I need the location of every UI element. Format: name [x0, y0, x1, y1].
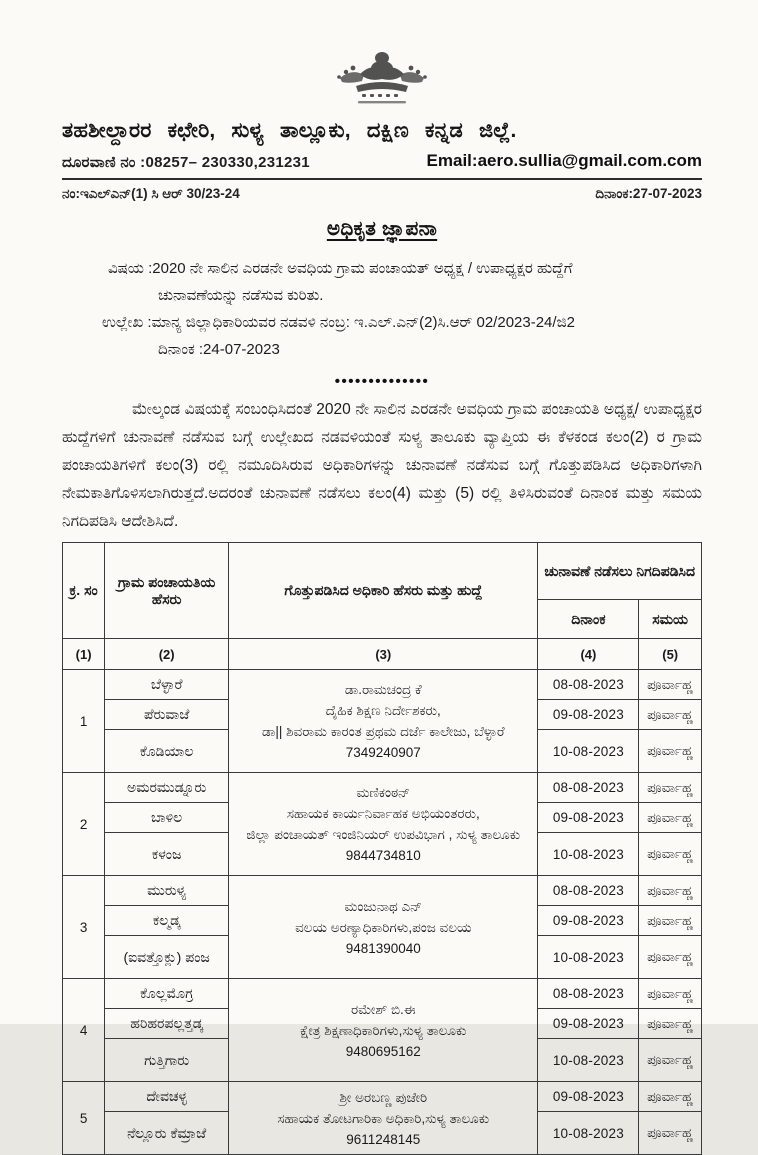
cell-slno: 1: [63, 670, 105, 773]
cell-election-date: 09-08-2023: [538, 906, 639, 936]
phone-number: ದೂರವಾಣಿ ನಂ :08257– 230330,231231: [62, 154, 310, 171]
cell-officer-details: [229, 876, 538, 979]
officer-detail-line: ಸಹಾಯಕ ತೋಟಗಾರಿಕಾ ಅಧಿಕಾರಿ,ಸುಳ್ಯ ತಾಲೂಕು: [277, 1110, 490, 1126]
email-address: Email:aero.sullia@gmail.com.com: [426, 151, 702, 170]
cell-election-time: ಪೂರ್ವಾಹ್ಣ: [639, 773, 702, 803]
cell-election-time: ಪೂರ್ವಾಹ್ಣ: [639, 1112, 702, 1155]
cell-panchayat-name: ಮುರುಳ್ಯ: [105, 876, 229, 906]
office-title: ತಹಶೀಲ್ದಾರರ ಕಛೇರಿ, ಸುಳ್ಯ ತಾಲ್ಲೂಕು, ದಕ್ಷಿಣ ಕನ್ನಡ ಜಿಲ್ಲೆ.: [62, 119, 517, 142]
col-number-1: (1): [63, 639, 105, 670]
table-row: [63, 979, 702, 1009]
cell-panchayat-name: ಬೆಳ್ಳಾರೆ: [105, 670, 229, 700]
officer-detail-line: ಡಾ.ರಾಮಚಂದ್ರ ಕೆ: [344, 682, 422, 697]
contact-row: [62, 151, 702, 171]
header-officer: ಗೊತ್ತುಪಡಿಸಿದ ಅಧಿಕಾರಿ ಹೆಸರು ಮತ್ತು ಹುದ್ದೆ: [229, 543, 538, 639]
cell-slno: 5: [63, 1082, 105, 1155]
subject-line-2: ಚುನಾವಣೆಯನ್ನು ನಡೆಸುವ ಕುರಿತು.: [158, 287, 324, 304]
header-divider: [62, 178, 702, 180]
cell-slno: 3: [63, 876, 105, 979]
officer-detail-line: ಜಿಲ್ಲಾ ಪಂಚಾಯತ್ ಇಂಜಿನಿಯರ್ ಉಪವಿಭಾಗ , ಸುಳ್ಯ ತಾಲೂಕು: [246, 827, 521, 842]
table-row: [63, 773, 702, 803]
subject-block: [62, 255, 702, 363]
table-row: [63, 876, 702, 906]
cell-election-time: ಪೂರ್ವಾಹ್ಣ: [639, 1082, 702, 1112]
cell-election-time: ಪೂರ್ವಾಹ್ಣ: [639, 1039, 702, 1082]
cell-election-date: 10-08-2023: [538, 730, 639, 773]
officer-detail-line: ಡಾ|| ಶಿವರಾಮ ಕಾರಂತ ಪ್ರಥಮ ದರ್ಜೆ ಕಾಲೇಜು, ಬೆಳ್ಳಾರೆ: [262, 724, 505, 739]
reference-row: [62, 186, 702, 202]
officer-detail-line: ಕ್ಷೇತ್ರ ಶಿಕ್ಷಣಾಧಿಕಾರಿಗಳು,ಸುಳ್ಯ ತಾಲೂಕು: [300, 1022, 467, 1038]
officer-detail-line: 9481390040: [345, 940, 421, 956]
cell-election-time: ಪೂರ್ವಾಹ್ಣ: [639, 700, 702, 730]
officer-detail-line: 9480695162: [345, 1043, 421, 1059]
header-time: ಸಮಯ: [639, 600, 702, 639]
cell-election-time: ಪೂರ್ವಾಹ್ಣ: [639, 936, 702, 979]
cell-election-time: ಪೂರ್ವಾಹ್ಣ: [639, 979, 702, 1009]
officer-detail-line: ರಮೇಶ್ ಬಿ.ಈ: [351, 1001, 416, 1017]
cell-election-time: ಪೂರ್ವಾಹ್ಣ: [639, 833, 702, 876]
officer-detail-line: ಸಹಾಯಕ ಕಾರ್ಯನಿರ್ವಾಹಕ ಅಭಿಯಂತರರು,: [286, 806, 480, 821]
officer-detail-line: ವಲಯ ಅರಣ್ಯಾಧಿಕಾರಿಗಳು,ಪಂಜ ವಲಯ: [295, 919, 472, 935]
table-row: [63, 670, 702, 700]
subject-line-1: ವಿಷಯ :2020 ನೇ ಸಾಲಿನ ಎರಡನೇ ಅವಧಿಯ ಗ್ರಾಮ ಪಂಚಾಯತ್ ಅಧ್ಯಕ್ಷ / ಉಪಾಧ್ಯಕ್ಷರ ಹುದ್ದೆಗೆ: [108, 260, 573, 277]
emblem-container: [62, 48, 702, 115]
cell-election-time: ಪೂರ್ವಾಹ್ಣ: [639, 876, 702, 906]
cell-officer-details: [229, 1082, 538, 1155]
cell-panchayat-name: ಅಮರಮುಡ್ನೂರು: [105, 773, 229, 803]
cell-panchayat-name: ಬಾಳಿಲ: [105, 803, 229, 833]
cell-election-date: 08-08-2023: [538, 670, 639, 700]
col-number-2: (2): [105, 639, 229, 670]
officer-detail-line: 9844734810: [345, 848, 421, 863]
col-number-3: (3): [229, 639, 538, 670]
officer-detail-line: ಮಣಿಕಂಠನ್: [356, 785, 410, 800]
cell-panchayat-name: ದೇವಚಳ್ಳ: [105, 1082, 229, 1112]
dotted-separator: ••••••••••••••: [334, 373, 430, 390]
reference-date: ದಿನಾಂಕ :24-07-2023: [158, 341, 280, 358]
header-panchayat: ಗ್ರಾಮ ಪಂಚಾಯತಿಯ ಹೆಸರು: [105, 543, 229, 639]
cell-panchayat-name: ನೆಲ್ಲೂರು ಕೆಮ್ರಾಜೆ: [105, 1112, 229, 1155]
reference-line: ಉಲ್ಲೇಖ :ಮಾನ್ಯ ಜಿಲ್ಲಾಧಿಕಾರಿಯವರ ನಡವಳಿ ನಂಬ್ರ: ಇ.ಎಲ್.ಎನ್(2)ಸಿ.ಆರ್ 02/2023-24/ಜಿ2: [102, 314, 575, 331]
cell-election-time: ಪೂರ್ವಾಹ್ಣ: [639, 1009, 702, 1039]
cell-election-date: 09-08-2023: [538, 700, 639, 730]
body-paragraph: ಮೇಲ್ಕಂಡ ವಿಷಯಕ್ಕೆ ಸಂಬಂಧಿಸಿದಂತೆ 2020 ನೇ ಸಾಲಿನ ಎರಡನೇ ಅವಧಿಯ ಗ್ರಾಮ ಪಂಚಾಯತಿ ಅಧ್ಯಕ್ಷ/ ಉಪಾಧ್ಯಕ್ಷರ ಹುದ್ದೆಗಳಿಗೆ ಚುನಾವಣೆ ನಡೆಸುವ ಬಗ್ಗೆ ಉಲ್ಲೇಖದ ನಡವಳಿಯಂತೆ ಸುಳ್ಯ ತಾಲೂಕು ವ್ಯಾಪ್ತಿಯ ಈ ಕೆಳಕಂಡ ಕಲಂ(2) ರ ಗ್ರಾಮ ಪಂಚಾಯತಿಗಳಿಗೆ ಕಲಂ(3) ರಲ್ಲಿ ನಮೂದಿಸಿರುವ ಅಧಿಕಾರಿಗಳನ್ನು ಚುನಾವಣೆ ನಡೆಸುವ ಬಗ್ಗೆ ಗೊತ್ತುಪಡಿಸಿದ ಅಧಿಕಾರಿಗಳಾಗಿ ನೇಮಕಾತಿಗೊಳಿಸಲಾಗಿರುತ್ತದೆ.ಅದರಂತೆ ಚುನಾವಣೆ ನಡೆಸಲು ಕಲಂ(4) ಮತ್ತು (5) ರಲ್ಲಿ ತಿಳಿಸಿರುವಂತೆ ದಿನಾಂಕ ಮತ್ತು ಸಮಯ ನಿಗದಿಪಡಿಸಿ ಆದೇಶಿಸಿದೆ.: [62, 401, 702, 530]
cell-panchayat-name: ಕೊಲ್ಲಮೊಗ್ರ: [105, 979, 229, 1009]
col-number-4: (4): [538, 639, 639, 670]
cell-election-date: 10-08-2023: [538, 936, 639, 979]
cell-election-time: ಪೂರ್ವಾಹ್ಣ: [639, 730, 702, 773]
officer-detail-line: ದೈಹಿಕ ಶಿಕ್ಷಣ ನಿರ್ದೇಶಕರು,: [325, 703, 441, 718]
header-election-fixed: ಚುನಾವಣೆ ನಡೆಸಲು ನಿಗದಿಪಡಿಸಿದ: [538, 543, 702, 600]
header-slno: ಕ್ರ. ಸಂ: [63, 543, 105, 639]
column-number-row: [63, 639, 702, 670]
document-title: ಅಧಿಕೃತ ಜ್ಞಾಪನಾ: [326, 218, 438, 240]
officer-detail-line: 9611248145: [346, 1131, 421, 1147]
cell-election-date: 08-08-2023: [538, 773, 639, 803]
cell-panchayat-name: ಕಲ್ಮಡ್ಕ: [105, 906, 229, 936]
cell-slno: 2: [63, 773, 105, 876]
cell-election-date: 09-08-2023: [538, 1082, 639, 1112]
cell-election-date: 10-08-2023: [538, 1039, 639, 1082]
cell-election-date: 08-08-2023: [538, 876, 639, 906]
file-reference-number: ನಂ:ಇಎಲ್ಎನ್(1) ಸಿ ಆರ್ 30/23-24: [62, 186, 240, 201]
election-officers-table: [62, 542, 702, 1155]
cell-panchayat-name: ಹರಿಹರಪಲ್ಲತ್ತಡ್ಕ: [105, 1009, 229, 1039]
officer-detail-line: ಶ್ರೀ ಅರಬಣ್ಣ ಪುಜೇರಿ: [339, 1089, 428, 1105]
header-date: ದಿನಾಂಕ: [538, 600, 639, 639]
cell-panchayat-name: ಗುತ್ತಿಗಾರು: [105, 1039, 229, 1082]
cell-election-time: ಪೂರ್ವಾಹ್ಣ: [639, 670, 702, 700]
cell-officer-details: [229, 773, 538, 876]
table-body: [63, 670, 702, 1155]
document-date: ದಿನಾಂಕ:27-07-2023: [595, 186, 702, 201]
cell-election-date: 09-08-2023: [538, 1009, 639, 1039]
table-header-row: [63, 543, 702, 600]
cell-panchayat-name: ಪೆರುವಾಜೆ: [105, 700, 229, 730]
officer-detail-line: ಮಂಜುನಾಥ ಎನ್: [344, 898, 422, 914]
col-number-5: (5): [639, 639, 702, 670]
cell-election-date: 10-08-2023: [538, 1112, 639, 1155]
cell-panchayat-name: (ಐವತ್ತೊಕ್ಲು) ಪಂಜ: [105, 936, 229, 979]
cell-election-time: ಪೂರ್ವಾಹ್ಣ: [639, 803, 702, 833]
cell-slno: 4: [63, 979, 105, 1082]
cell-election-date: 09-08-2023: [538, 803, 639, 833]
cell-election-time: ಪೂರ್ವಾಹ್ಣ: [639, 906, 702, 936]
cell-election-date: 10-08-2023: [538, 833, 639, 876]
officer-detail-line: 7349240907: [345, 745, 421, 760]
karnataka-emblem-icon: [322, 48, 442, 110]
cell-officer-details: [229, 979, 538, 1082]
table-row: [63, 1082, 702, 1112]
cell-officer-details: [229, 670, 538, 773]
cell-panchayat-name: ಕಳಂಜ: [105, 833, 229, 876]
cell-panchayat-name: ಕೊಡಿಯಾಲ: [105, 730, 229, 773]
cell-election-date: 08-08-2023: [538, 979, 639, 1009]
